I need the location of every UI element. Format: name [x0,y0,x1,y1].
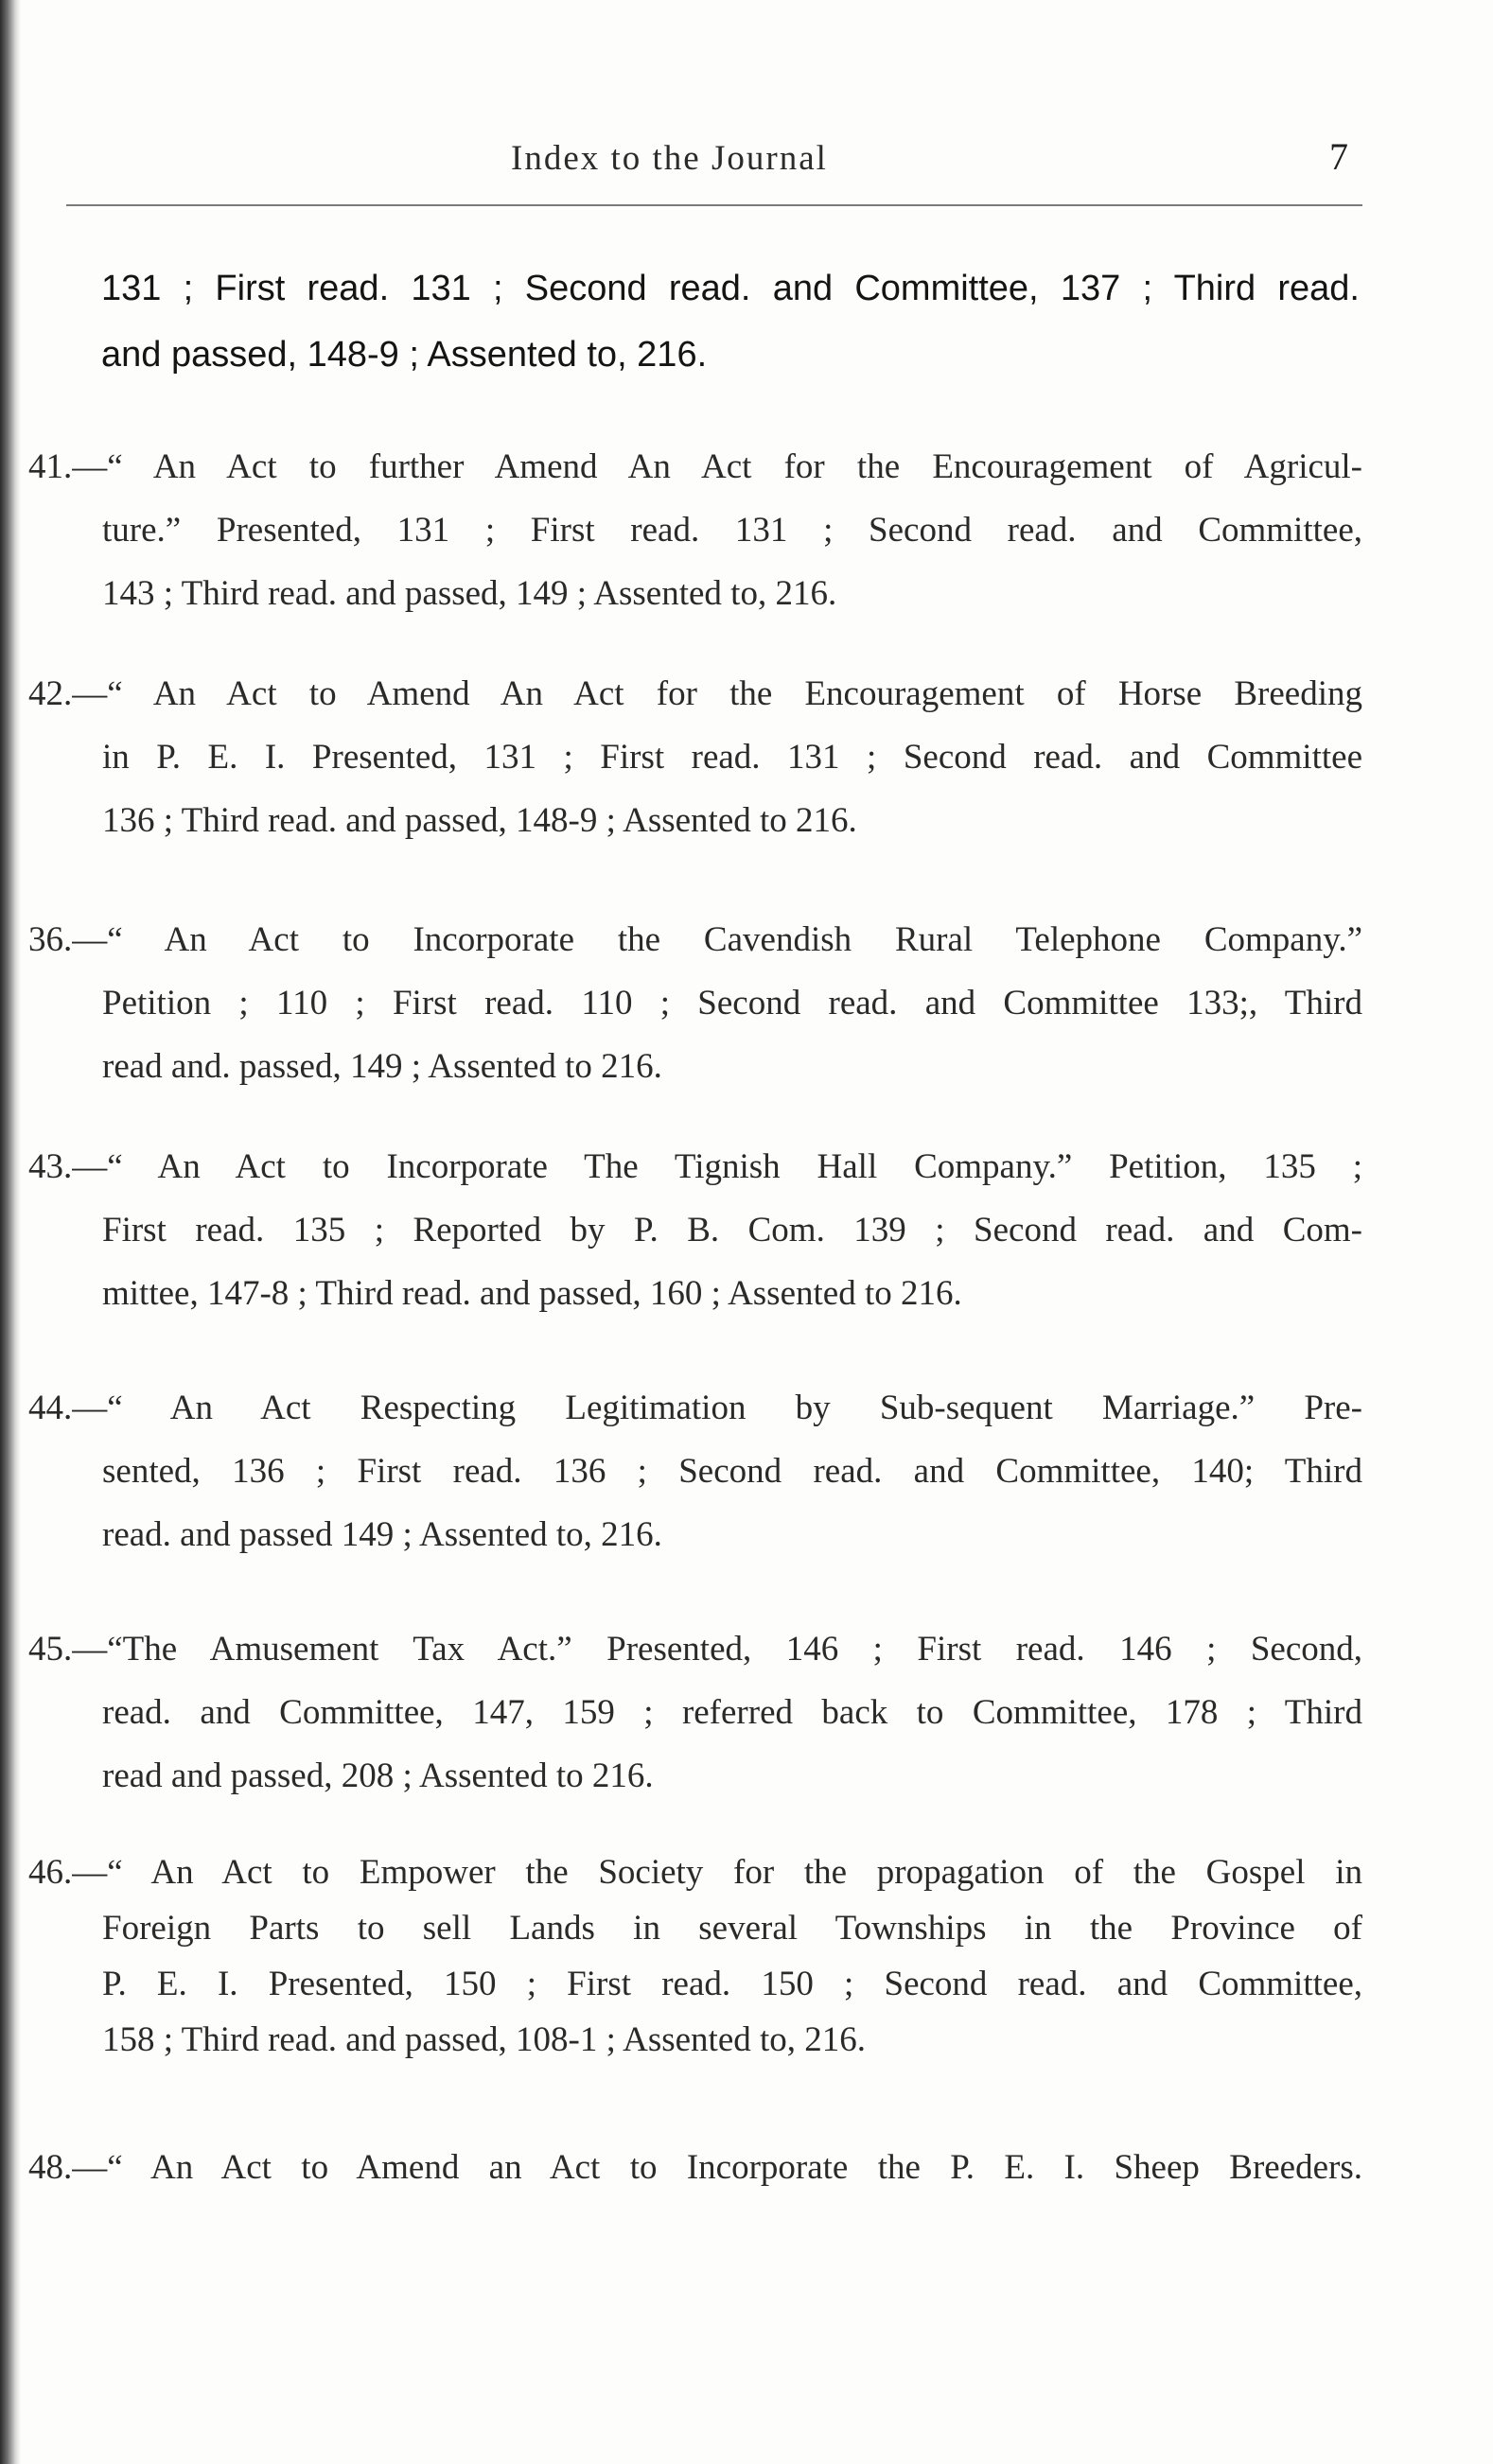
entry-line: 136 ; Third read. and passed, 148-9 ; Assented to 216. [102,801,857,840]
entry-line: 42.—“ An Act to Amend An Act for the Encouragement of Horse Breeding [28,674,1362,713]
entry-line: P. E. I. Presented, 150 ; First read. 150 ; Second read. and Committee, [102,1965,1362,2003]
page-number: 7 [1329,135,1348,178]
index-entry-41 [28,435,1362,625]
entry-line: 143 ; Third read. and passed, 149 ; Assented to, 216. [102,574,837,613]
entry-line: 43.—“ An Act to Incorporate The Tignish Hall Company.” Petition, 135 ; [28,1147,1362,1186]
entry-line: read and. passed, 149 ; Assented to 216. [102,1047,662,1086]
entry-line: ture.” Presented, 131 ; First read. 131 ; Second read. and Committee, [102,511,1362,550]
binding-shadow [0,0,21,2464]
header-rule [66,204,1362,206]
entry-line: read. and Committee, 147, 159 ; referred back to Committee, 178 ; Third [102,1693,1362,1732]
index-entry-44 [28,1376,1362,1566]
entry-line: First read. 135 ; Reported by P. B. Com. 139 ; Second read. and Com- [102,1211,1362,1249]
entry-line: 36.—“ An Act to Incorporate the Cavendish Rural Telephone Company.” [28,920,1362,959]
index-entry-46 [28,1844,1362,2068]
index-entry-45 [28,1617,1362,1808]
entry-line: read and passed, 208 ; Assented to 216. [102,1756,654,1795]
entry-line: mittee, 147-8 ; Third read. and passed, 160 ; Assented to 216. [102,1274,962,1313]
index-entry-48 [28,2136,1362,2199]
entry-line: in P. E. I. Presented, 131 ; First read. 131 ; Second read. and Committee [102,738,1362,777]
entry-line: 48.—“ An Act to Amend an Act to Incorporate the P. E. I. Sheep Breeders. [28,2148,1362,2187]
entry-line: 46.—“ An Act to Empower the Society for the propagation of the Gospel in [28,1853,1362,1892]
index-entry-42 [28,662,1362,852]
entry-line: 158 ; Third read. and passed, 108-1 ; Assented to, 216. [102,2020,867,2059]
entry-line: 45.—“The Amusement Tax Act.” Presented, 146 ; First read. 146 ; Second, [28,1630,1362,1669]
entry-line: 41.—“ An Act to further Amend An Act for the Encouragement of Agricul- [28,447,1362,486]
entry-line: sented, 136 ; First read. 136 ; Second read. and Committee, 140; Third [102,1452,1362,1491]
index-entry-43 [28,1135,1362,1325]
index-entry-continued [101,255,1360,388]
header-title: Index to the Journal [511,139,828,178]
entry-line: 44.—“ An Act Respecting Legitimation by Sub-sequent Marriage.” Pre- [28,1389,1362,1427]
running-header [0,132,1493,189]
entry-line: Petition ; 110 ; First read. 110 ; Second read. and Committee 133;, Third [102,984,1362,1022]
entry-line: Foreign Parts to sell Lands in several Townships in the Province of [102,1909,1362,1948]
index-entry-36 [28,908,1362,1098]
entry-line: read. and passed 149 ; Assented to, 216. [102,1515,662,1554]
entry-line: and passed, 148-9 ; Assented to, 216. [101,335,708,375]
entry-line: 131 ; First read. 131 ; Second read. and Committee, 137 ; Third read. [101,269,1360,308]
